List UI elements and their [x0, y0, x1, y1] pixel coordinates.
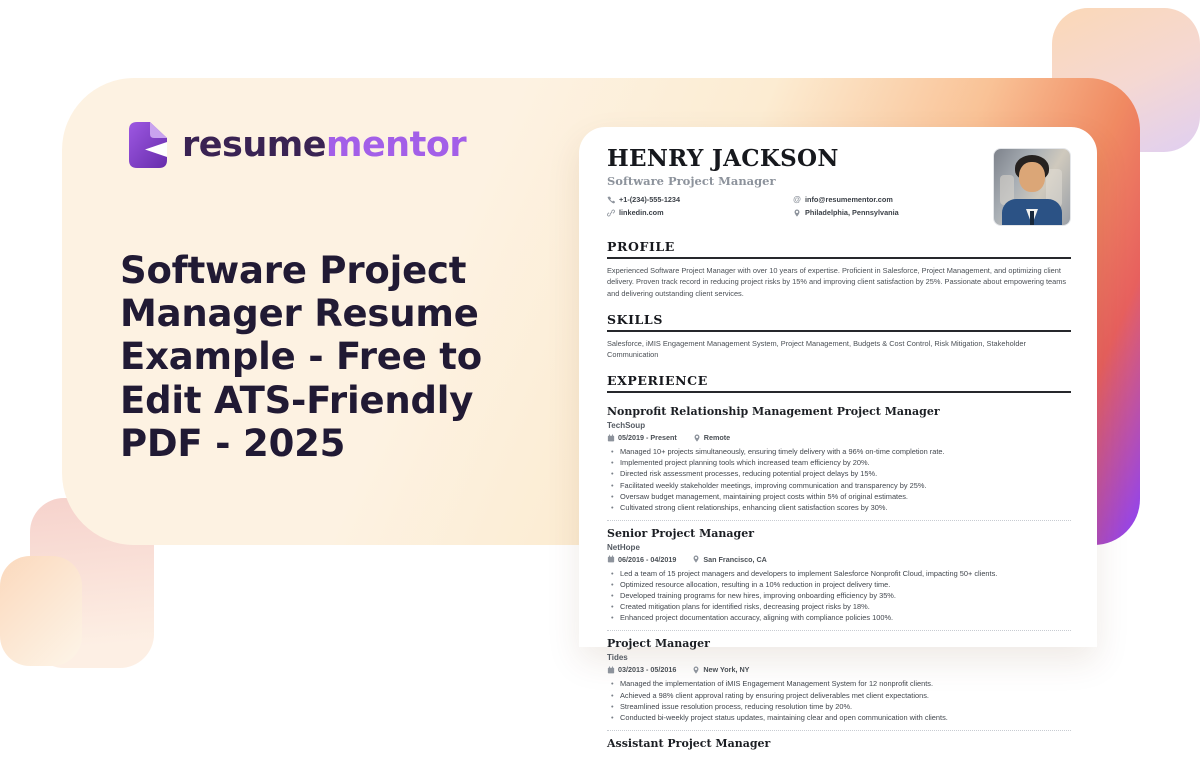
- location-icon: [793, 209, 801, 217]
- job-meta: [607, 555, 1071, 564]
- job-company: NetHope: [607, 542, 640, 552]
- job-location: San Francisco, CA: [703, 554, 767, 564]
- job-company: TechSoup: [607, 421, 646, 431]
- experience-section: [607, 373, 1071, 760]
- profile-section: [607, 239, 1071, 299]
- contact-text: linkedin.com: [619, 208, 664, 218]
- bullet-item: • Managed 10+ projects simultaneously, ensuring timely delivery with a 96% on-time completion rate.: [607, 446, 1071, 457]
- document-fold-icon: [129, 122, 167, 168]
- bullet-item: • Managed the implementation of iMIS Engagement Management System for 12 nonprofit clients.: [607, 678, 1071, 689]
- job-dates: 05/2019 - Present: [618, 433, 677, 443]
- job-title: Project Manager: [607, 637, 710, 651]
- bullet-item: • Conducted bi-weekly project status updates, maintaining clear and open communication with clients.: [607, 712, 1071, 723]
- bullet-item: • Developed training programs for new hires, improving onboarding efficiency by 35%.: [607, 590, 1071, 601]
- bullet-item: • Oversaw budget management, maintaining project costs within 5% of original estimates.: [607, 491, 1071, 502]
- skills-text: Salesforce, iMIS Engagement Management System, Project Management, Budgets & Cost Control, Risk Mitigation, Stakeholder Communication: [607, 338, 1027, 359]
- bullet-item: • Cultivated strong client relationships, enhancing client satisfaction scores by 30%.: [607, 502, 1071, 513]
- bullet-item: • Directed risk assessment processes, reducing potential project delays by 15%.: [607, 468, 1071, 479]
- bullet-item: • Enhanced project documentation accuracy, aligning with compliance policies 100%.: [607, 612, 1071, 623]
- job-location: New York, NY: [703, 665, 750, 675]
- job-dates-item: [607, 555, 676, 564]
- bullet-item: • Implemented project planning tools which increased team efficiency by 20%.: [607, 457, 1071, 468]
- brand-wordmark: [182, 124, 467, 165]
- profile-photo: [993, 148, 1071, 226]
- contact-item: [793, 208, 899, 217]
- location-icon: [692, 555, 700, 563]
- contact-text: info@resumementor.com: [805, 195, 893, 205]
- bullet-item: • Created mitigation plans for identified risks, decreasing project risks by 18%.: [607, 601, 1071, 612]
- contact-item: [607, 208, 793, 217]
- job-meta: [607, 665, 1071, 674]
- experience-heading: EXPERIENCE: [607, 373, 1071, 393]
- decor-gradient-square-bottom-left: [0, 556, 82, 666]
- resume-job-title: Software Project Manager: [607, 174, 776, 189]
- bullet-item: • Optimized resource allocation, resulting in a 10% reduction in project delivery time.: [607, 579, 1071, 590]
- link-icon: [607, 209, 615, 217]
- job-location-item: [692, 665, 749, 674]
- brand-word-resume: resume: [182, 124, 326, 165]
- bullet-item: • Achieved a 98% client approval rating by ensuring project deliverables met client expectations.: [607, 690, 1071, 701]
- job-title: Senior Project Manager: [607, 526, 754, 540]
- job-title: Assistant Project Manager: [607, 736, 771, 750]
- skills-section: [607, 312, 1071, 361]
- job-dates-item: [607, 433, 677, 442]
- experience-job: [607, 630, 1071, 729]
- job-bullets: [607, 678, 1071, 722]
- contact-text: Philadelphia, Pennsylvania: [805, 208, 899, 218]
- profile-heading: PROFILE: [607, 239, 1071, 259]
- contact-grid: [607, 195, 899, 217]
- location-icon: [693, 434, 701, 442]
- job-company: Tides: [607, 653, 628, 663]
- calendar-icon: [607, 555, 615, 563]
- job-location-item: [693, 433, 730, 442]
- contact-item: [793, 195, 899, 204]
- job-location: Remote: [703, 433, 731, 443]
- resume-preview-card: [579, 127, 1097, 750]
- contact-text: +1-(234)-555-1234: [619, 195, 681, 205]
- job-location-item: [692, 555, 767, 564]
- job-dates: 03/2013 - 05/2016: [618, 665, 677, 675]
- job-meta: [607, 433, 1071, 442]
- location-icon: [692, 666, 700, 674]
- brand-logo[interactable]: [129, 122, 466, 168]
- job-dates-item: [607, 665, 676, 674]
- bullet-item: • Streamlined issue resolution process, reducing resolution time by 20%.: [607, 701, 1071, 712]
- experience-job: [607, 399, 1071, 520]
- resume-header: [607, 147, 1071, 226]
- resume-name: HENRY JACKSON: [607, 145, 839, 172]
- email-icon: @: [793, 194, 801, 204]
- experience-job: [607, 730, 1071, 760]
- bullet-item: • Facilitated weekly stakeholder meetings, improving communication and transparency by 25%.: [607, 480, 1071, 491]
- experience-list: [607, 399, 1071, 760]
- contact-item: [607, 195, 793, 204]
- job-title: Nonprofit Relationship Management Project Manager: [607, 405, 940, 419]
- page-title: Software Project Manager Resume Example - Free to Edit ATS-Friendly PDF - 2025: [120, 248, 482, 465]
- job-bullets: [607, 568, 1071, 624]
- calendar-icon: [607, 434, 615, 442]
- experience-job: [607, 520, 1071, 631]
- brand-word-mentor: mentor: [325, 124, 467, 165]
- phone-icon: [607, 196, 615, 204]
- bullet-item: • Led a team of 15 project managers and developers to implement Salesforce Nonprofit Cloud, impacting 50+ clients.: [607, 568, 1071, 579]
- job-bullets: [607, 446, 1071, 513]
- skills-heading: SKILLS: [607, 312, 1071, 332]
- profile-text: Experienced Software Project Manager with over 10 years of expertise. Proficient in Salesforce, Project Management, and optimizing client delivery. Proven track record in reducing project risks by 15% and improving client satisfaction by 25%. Passionate about empowering teams and delivering outstanding client services.: [607, 266, 1067, 298]
- job-dates: 06/2016 - 04/2019: [618, 554, 677, 564]
- calendar-icon: [607, 666, 615, 674]
